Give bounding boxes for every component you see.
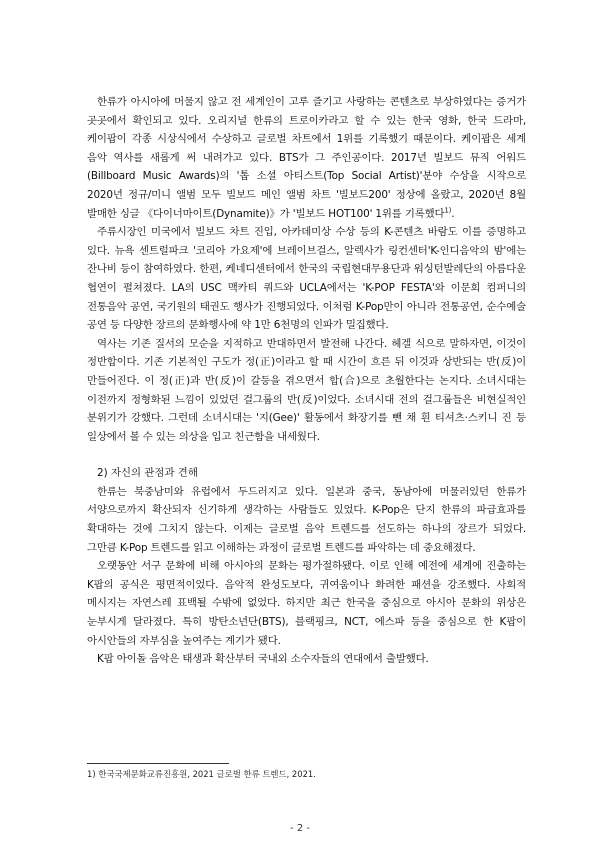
- page-number: - 2 -: [290, 823, 310, 834]
- body-paragraph-1-text: 한류가 아시아에 머물지 않고 전 세계인이 고루 즐기고 사랑하는 콘텐츠로 부상하였다는 증거가 곳곳에서 확인되고 있다. 오리지널 한류의 트로이카라고 할 수 있는 한국 영화, 한국 드라마, 케이팝이 각종 시상식에서 수상하고 글로벌 차트에서 1위를 기록했기 때문이다. 케이팝은 세계 음악 역사를 새롭게 써 내려가고 있다. BTS가 그 주인공이다. 2017년 빌보드 뮤직 어워드(Billboard Music Awards)의 '톱 소셜 아티스트(Top Social Artist)'분야 수상을 시작으로 2020년 정규/미니 앨범 모두 빌보드 메인 앨범 차트 '빌보드200' 정상에 올랐고, 2020년 8월 발매한 싱글 《다이너마이트(Dynamite)》가 '빌보드 HOT100' 1위를 기록했다: [87, 96, 526, 220]
- section-heading: 2) 자신의 관점과 견해: [97, 467, 198, 480]
- footnote-reference[interactable]: 1): [444, 206, 452, 215]
- footnote-text: 1) 한국국제문화교류진흥원, 2021 글로벌 한류 트렌드, 2021.: [87, 769, 316, 779]
- body-paragraph-6: K팝 아이돌 음악은 태생과 확산부터 국내외 소수자들의 연대에서 출발했다.: [97, 653, 429, 666]
- body-paragraph-2: 주류시장인 미국에서 빌보드 차트 진입, 아카데미상 수상 등의 K-콘텐츠 바람도 이를 증명하고 있다. 뉴욕 센트럴파크 '코리아 가요제'에 브레이브걸스, 알렉사가 링컨센터'K-인디음악의 밤'에는 잔나비 등이 참여하였다. 한편, 케네디센터에서 한국의 국립현대무용단과 워싱턴발레단의 아름다운 협연이 펼쳐졌다. LA의 USC 맥카티 쿼드와 UCLA에서는 'K-POP FESTA'와 이문희 컴퍼니의 전통음악 공연, 국기원의 태권도 행사가 진행되었다. 이처럼 K-Pop만이 아니라 전통공연, 순수예술 공연 등 다양한 장르의 문화행사에 약 1만 6천명의 인파가 밀집했다.: [87, 226, 526, 332]
- body-paragraph-1: 한류가 아시아에 머물지 않고 전 세계인이 고루 즐기고 사랑하는 콘텐츠로 부상하였다는 증거가 곳곳에서 확인되고 있다. 오리지널 한류의 트로이카라고 할 수 있는 한국 영화, 한국 드라마, 케이팝이 각종 시상식에서 수상하고 글로벌 차트에서 1위를 기록했기 때문이다. 케이팝은 세계 음악 역사를 새롭게 써 내려가고 있다. BTS가 그 주인공이다. 2017년 빌보드 뮤직 어워드(Billboard Music Awards)의 '톱 소셜 아티스트(Top Social Artist)'분야 수상을 시작으로 2020년 정규/미니 앨범 모두 빌보드 메인 앨범 차트 '빌보드200' 정상에 올랐고, 2020년 8월 발매한 싱글 《다이너마이트(Dynamite)》가 '빌보드 HOT100' 1위를 기록했다$^{1)}$.: [87, 96, 526, 220]
- body-paragraph-3: 역사는 기존 질서의 모순을 지적하고 반대하면서 발전해 나간다. 헤겔 식으로 말하자면, 이것이 정반합이다. 기존 기본적인 구도가 정(正)이라고 할 때 시간이 흐른 뒤 이것과 상반되는 반(反)이 만들어진다. 이 정(正)과 반(反)이 갈등을 겪으면서 합(合)으로 초월한다는 논지다. 소녀시대는 이전까지 정형화된 느낌이 있었던 걸그룹의 반(反)이었다. 소녀시대 전의 걸그룹들은 비현실적인 분위기가 강했다. 그런데 소녀시대는 '지(Gee)' 활동에서 화장기를 뺀 채 흰 티셔츠·스키니 진 등 일상에서 볼 수 있는 의상을 입고 친근함을 내세웠다.: [87, 337, 526, 443]
- body-paragraph-5: 오랫동안 서구 문화에 비해 아시아의 문화는 평가절하됐다. 이로 인해 예전에 세계에 진출하는 K팝의 공식은 평면적이었다. 음악적 완성도보다, 귀여움이나 화려한 패션을 강조했다. 사회적 메시지는 자연스레 표백될 수밖에 없었다. 하지만 최근 한국을 중심으로 아시아 문화의 위상은 눈부시게 달라졌다. 특히 방탄소년단(BTS), 블랙핑크, NCT, 에스파 등을 중심으로 한 K팝이 아시안들의 자부심을 높여주는 계기가 됐다.: [87, 560, 526, 647]
- footnote-divider: [87, 763, 229, 764]
- body-paragraph-4: 한류는 북중남미와 유럽에서 두드러지고 있다. 일본과 중국, 동남아에 머물러있던 한류가 서양으로까지 확산되자 신기하게 생각하는 사람들도 있었다. K-Pop은 단지 한류의 파급효과를 확대하는 것에 그치지 않는다. 이제는 글로벌 음악 트렌드를 선도하는 하나의 장르가 되었다. 그만큼 K-Pop 트렌드를 읽고 이해하는 과정이 글로벌 트렌드를 파악하는 데 중요해졌다.: [87, 485, 526, 554]
